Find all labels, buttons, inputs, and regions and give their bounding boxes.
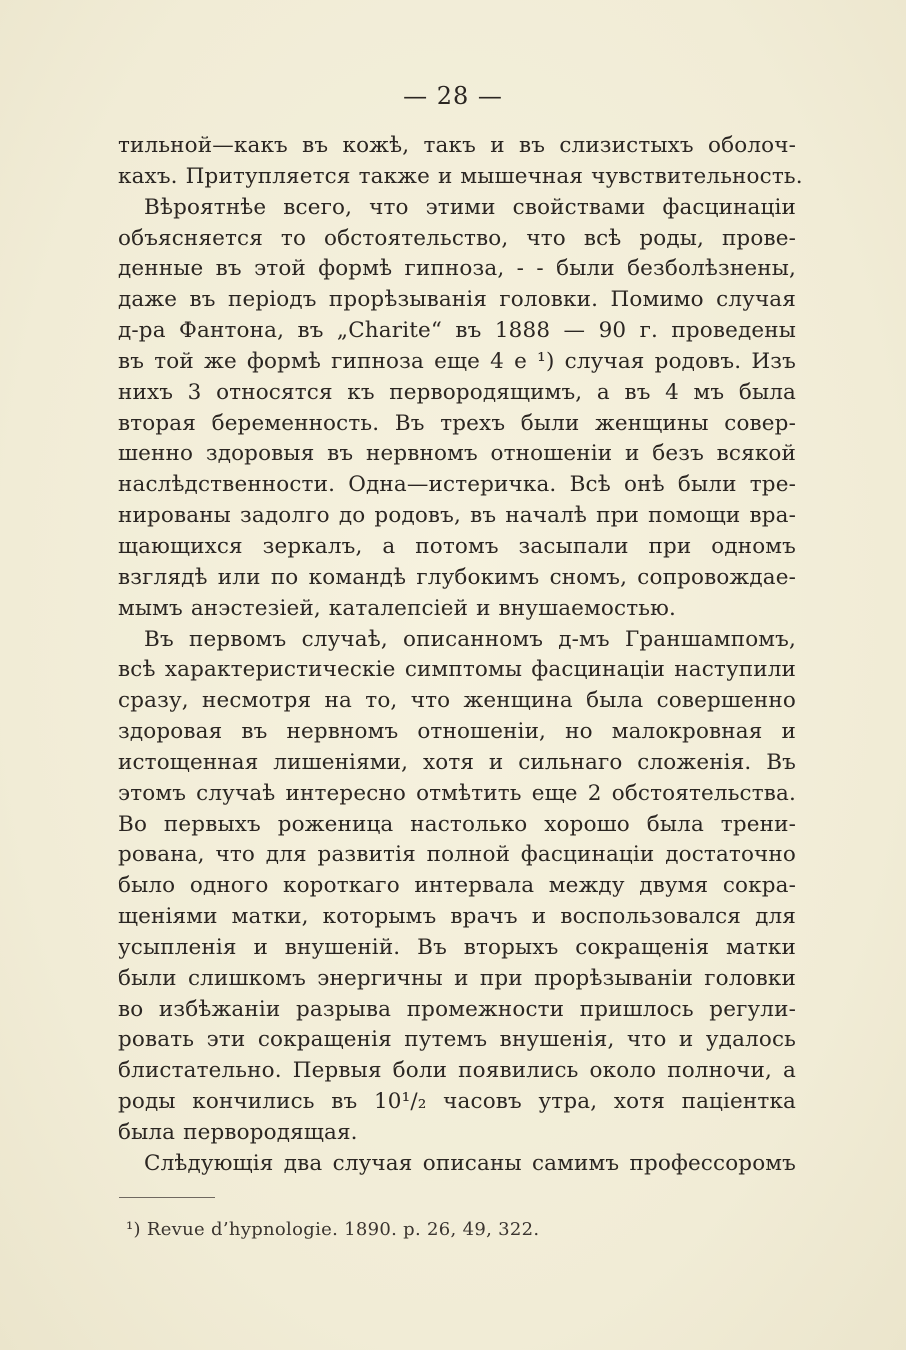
paragraph-start-line: Въ первомъ случаѣ, описанномъ д-мъ Граншампомъ, <box>144 626 796 652</box>
text-line: была первородящая. <box>118 1120 358 1145</box>
text-line: было одного короткаго интервала между двумя сокра- <box>118 873 796 899</box>
text-line: были слишкомъ энергичны и при прорѣзываніи головки <box>118 965 796 991</box>
text-line: кахъ. Притупляется также и мышечная чувствительность. <box>118 163 803 189</box>
text-line: даже въ періодъ прорѣзыванія головки. Помимо случая <box>118 287 796 313</box>
text-line: мымъ анэстезіей, каталепсіей и внушаемостью. <box>118 595 676 621</box>
text-line: д-ра Фантона, въ „Charite“ въ 1888 — 90 г. проведены <box>118 318 796 344</box>
text-line: объясняется то обстоятельство, что всѣ роды, прове- <box>118 225 796 251</box>
text-line: ровать эти сокращенія путемъ внушенія, что и удалось <box>118 1027 796 1053</box>
text-line: усыпленія и внушеній. Въ вторыхъ сокращенія матки <box>118 934 796 960</box>
text-line: Во первыхъ роженица настолько хорошо была трени- <box>118 811 796 837</box>
text-line: нихъ 3 относятся къ первородящимъ, а въ 4 мъ была <box>118 379 796 405</box>
text-line: взглядѣ или по командѣ глубокимъ сномъ, сопровождае- <box>118 564 796 590</box>
text-line: вторая беременность. Въ трехъ были женщины совер- <box>118 410 796 436</box>
text-line: наслѣдственности. Одна—истеричка. Всѣ онѣ были тре- <box>118 472 796 498</box>
text-line: въ той же формѣ гипноза еще 4 е ¹) случая родовъ. Изъ <box>118 348 796 374</box>
text-line: тильной—какъ въ кожѣ, такъ и въ слизистыхъ оболоч- <box>118 133 796 158</box>
text-line: всѣ характеристическіе симптомы фасцинаціи наступили <box>118 657 796 683</box>
text-line: денные въ этой формѣ гипноза, - - были безболѣзнены, <box>118 256 796 282</box>
text-line: сразу, несмотря на то, что женщина была совершенно <box>118 688 796 714</box>
footnote: ¹) Revue d’hypnologie. 1890. p. 26, 49, 322. <box>126 1219 540 1240</box>
body-text <box>118 131 803 1180</box>
text-line: рована, что для развитія полной фасцинаціи достаточно <box>118 842 796 868</box>
page-number: — 28 — <box>403 82 503 110</box>
footnote-divider <box>119 1197 215 1198</box>
paragraph-start-line: Вѣроятнѣе всего, что этими свойствами фасцинаціи <box>144 194 796 220</box>
text-line: во избѣжаніи разрыва промежности пришлось регули- <box>118 996 796 1022</box>
text-line: щающихся зеркалъ, а потомъ засыпали при одномъ <box>118 533 796 559</box>
text-line: здоровая въ нервномъ отношеніи, но малокровная и <box>118 719 796 745</box>
text-line: нированы задолго до родовъ, въ началѣ при помощи вра- <box>118 503 796 529</box>
text-line: этомъ случаѣ интересно отмѣтить еще 2 обстоятельства. <box>118 780 796 806</box>
text-line: роды кончились въ 10¹/₂ часовъ утра, хотя паціентка <box>118 1089 796 1115</box>
text-line: истощенная лишеніями, хотя и сильнаго сложенія. Въ <box>118 749 796 775</box>
text-line: блистательно. Первыя боли появились около полночи, а <box>118 1058 796 1084</box>
text-line: щеніями матки, которымъ врачъ и воспользовался для <box>118 904 796 930</box>
paragraph-start-line: Слѣдующія два случая описаны самимъ профессоромъ <box>144 1150 796 1176</box>
text-line: шенно здоровыя въ нервномъ отношеніи и безъ всякой <box>118 441 796 467</box>
